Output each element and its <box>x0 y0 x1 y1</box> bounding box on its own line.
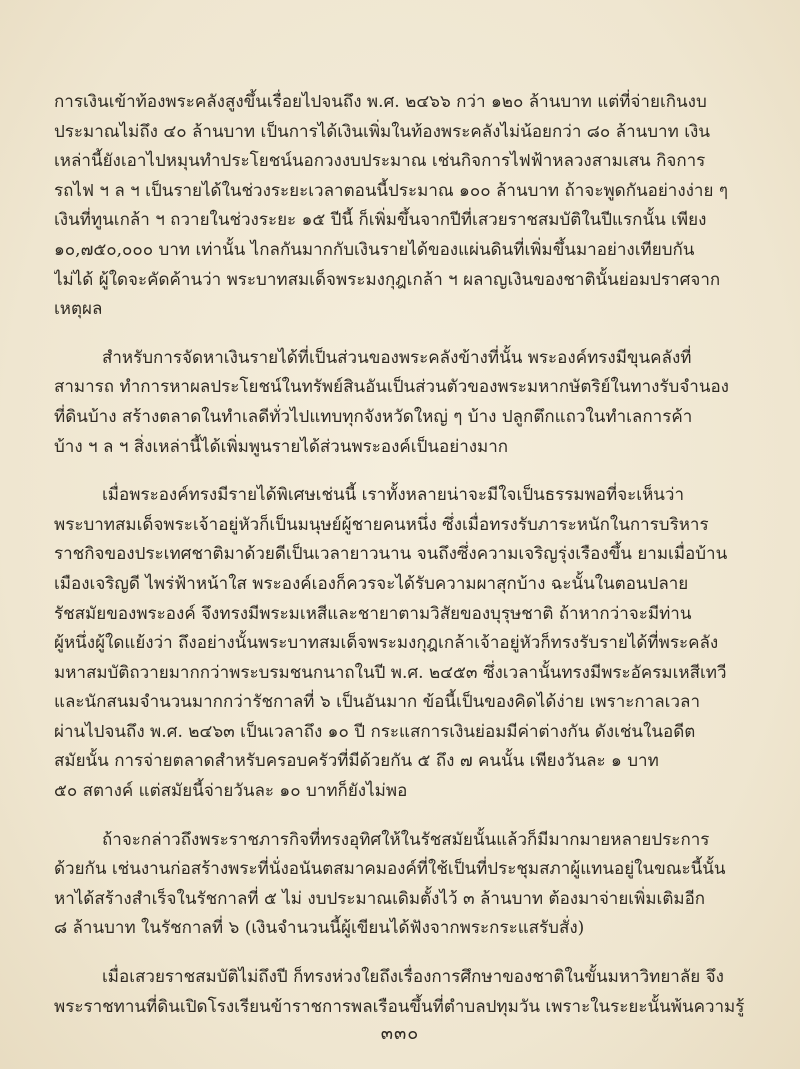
text-line: ๘ ล้านบาท ในรัชกาลที่ ๖ (เงินจำนวนนี้ผู้เขียนได้ฟังจากพระกระแสรับสั่ง) <box>54 918 585 939</box>
text-line: เหล่านี้ยังเอาไปหมุนทำประโยชน์นอกวงงบประมาณ เช่นกิจการไฟฟ้าหลวงสามเสน กิจการ <box>54 151 706 172</box>
text-line: การเงินเข้าท้องพระคลังสูงขึ้นเรื่อยไปจนถึง พ.ศ. ๒๔๖๖ กว่า ๑๒๐ ล้านบาท แต่ที่จ่ายเกินงบ <box>54 92 707 112</box>
text-line: ถ้าจะกล่าวถึงพระราชภารกิจที่ทรงอุทิศให้ในรัชสมัยนั้นแล้วก็มีมากมายหลายประการ <box>102 829 710 850</box>
paragraph-3 <box>54 481 760 807</box>
text-line: เมืองเจริญดี ไพร่ฟ้าหน้าใส พระองค์เองก็ควรจะได้รับความผาสุกบ้าง ฉะนั้นในตอนปลาย <box>54 573 689 594</box>
text-line: รัชสมัยของพระองค์ จึงทรงมีพระมเหสีและชายาตามวิสัยของบุรุษชาติ ถ้าหากว่าจะมีท่าน <box>54 603 692 624</box>
text-line: หาได้สร้างสำเร็จในรัชกาลที่ ๕ ไม่ งบประมาณเดิมตั้งไว้ ๓ ล้านบาท ต้องมาจ่ายเพิ่มเติมอีก <box>54 888 706 909</box>
text-line: และนักสนมจำนวนมากกว่ารัชกาลที่ ๖ เป็นอันมาก ข้อนี้เป็นของคิดได้ง่าย เพราะกาลเวลา <box>54 692 700 713</box>
text-line: ไม่ได้ ผู้ใดจะคัดค้านว่า พระบาทสมเด็จพระมงกุฎเกล้า ฯ ผลาญเงินของชาตินั้นย่อมปราศจาก <box>54 269 721 290</box>
body-text <box>54 88 760 1022</box>
text-line: มหาสมบัติถวายมากกว่าพระบรมชนกนาถในปี พ.ศ. ๒๔๕๓ ซึ่งเวลานั้นทรงมีพระอัครมเหสีเทวี <box>54 662 727 683</box>
text-line: ที่ดินบ้าง สร้างตลาดในทำเลดีทั่วไปแทบทุกจังหวัดใหญ่ ๆ บ้าง ปลูกตึกแถวในทำเลการค้า <box>54 406 693 427</box>
text-line: เมื่อพระองค์ทรงมีรายได้พิเศษเช่นนี้ เราทั้งหลายน่าจะมีใจเป็นธรรมพอที่จะเห็นว่า <box>102 485 685 506</box>
text-line: สำหรับการจัดหาเงินรายได้ที่เป็นส่วนของพระคลังข้างที่นั้น พระองค์ทรงมีขุนคลังที่ <box>102 347 692 368</box>
paragraph-2 <box>54 344 760 462</box>
text-line: พระบาทสมเด็จพระเจ้าอยู่หัวก็เป็นมนุษย์ผู้ชายคนหนึ่ง ซึ่งเมื่อทรงรับภาระหนักในการบริหาร <box>54 514 709 535</box>
paragraph-5 <box>54 963 760 1022</box>
text-line: ประมาณไม่ถึง ๔๐ ล้านบาท เป็นการได้เงินเพิ่มในท้องพระคลังไม่น้อยกว่า ๘๐ ล้านบาท เงิน <box>54 121 710 142</box>
paragraph-1 <box>54 88 760 325</box>
text-line: ผู้หนึ่งผู้ใดแย้งว่า ถึงอย่างนั้นพระบาทสมเด็จพระมงกุฎเกล้าเจ้าอยู่หัวก็ทรงรับรายได้ที่พระคลัง <box>54 633 719 654</box>
text-line: สมัยนั้น การจ่ายตลาดสำหรับครอบครัวที่มีด้วยกัน ๕ ถึง ๗ คนนั้น เพียงวันละ ๑ บาท <box>54 751 659 772</box>
text-line: ๑๐,๗๕๐,๐๐๐ บาท เท่านั้น ไกลกันมากกับเงินรายได้ของแผ่นดินที่เพิ่มขึ้นมาอย่างเทียบกัน <box>54 239 695 260</box>
paragraph-4 <box>54 826 760 944</box>
text-line: สามารถ ทำการหาผลประโยชน์ในทรัพย์สินอันเป็นส่วนตัวของพระมหากษัตริย์ในทางรับจำนอง <box>54 377 729 398</box>
text-line: รถไฟ ฯ ล ฯ เป็นรายได้ในช่วงระยะเวลาตอนนี้ประมาณ ๑๐๐ ล้านบาท ถ้าจะพูดกันอย่างง่าย ๆ <box>54 180 728 201</box>
text-line: เหตุผล <box>54 299 103 320</box>
text-line: เมื่อเสวยราชสมบัติไม่ถึงปี ก็ทรงห่วงใยถึงเรื่องการศึกษาของชาติในขั้นมหาวิทยาลัย จึง <box>102 967 724 988</box>
text-line: ๕๐ สตางค์ แต่สมัยนี้จ่ายวันละ ๑๐ บาทก็ยังไม่พอ <box>54 781 408 802</box>
page-number: ๓๓๐ <box>380 1023 420 1044</box>
text-line: เงินที่ทูนเกล้า ฯ ถวายในช่วงระยะ ๑๕ ปีนี้ ก็เพิ่มขึ้นจากปีที่เสวยราชสมบัติในปีแรกนั้น เพียง <box>54 210 707 231</box>
text-line: ราชกิจของประเทศชาติมาด้วยดีเป็นเวลายาวนาน จนถึงซึ่งความเจริญรุ่งเรืองขึ้น ยามเมื่อบ้าน <box>54 544 728 565</box>
text-line: ผ่านไปจนถึง พ.ศ. ๒๔๖๓ เป็นเวลาถึง ๑๐ ปี กระแสการเงินย่อมมีค่าต่างกัน ดังเช่นในอดีต <box>54 721 696 742</box>
text-line: บ้าง ฯ ล ฯ สิ่งเหล่านี้ได้เพิ่มพูนรายได้ส่วนพระองค์เป็นอย่างมาก <box>54 436 509 457</box>
text-line: พระราชทานที่ดินเปิดโรงเรียนข้าราชการพลเรือนขึ้นที่ตำบลปทุมวัน เพราะในระยะนั้นพ้นความรู้ <box>54 996 745 1017</box>
text-line: ด้วยกัน เช่นงานก่อสร้างพระที่นั่งอนันตสมาคมองค์ที่ใช้เป็นที่ประชุมสภาผู้แทนอยู่ในขณะนี้นั้น <box>54 859 726 880</box>
